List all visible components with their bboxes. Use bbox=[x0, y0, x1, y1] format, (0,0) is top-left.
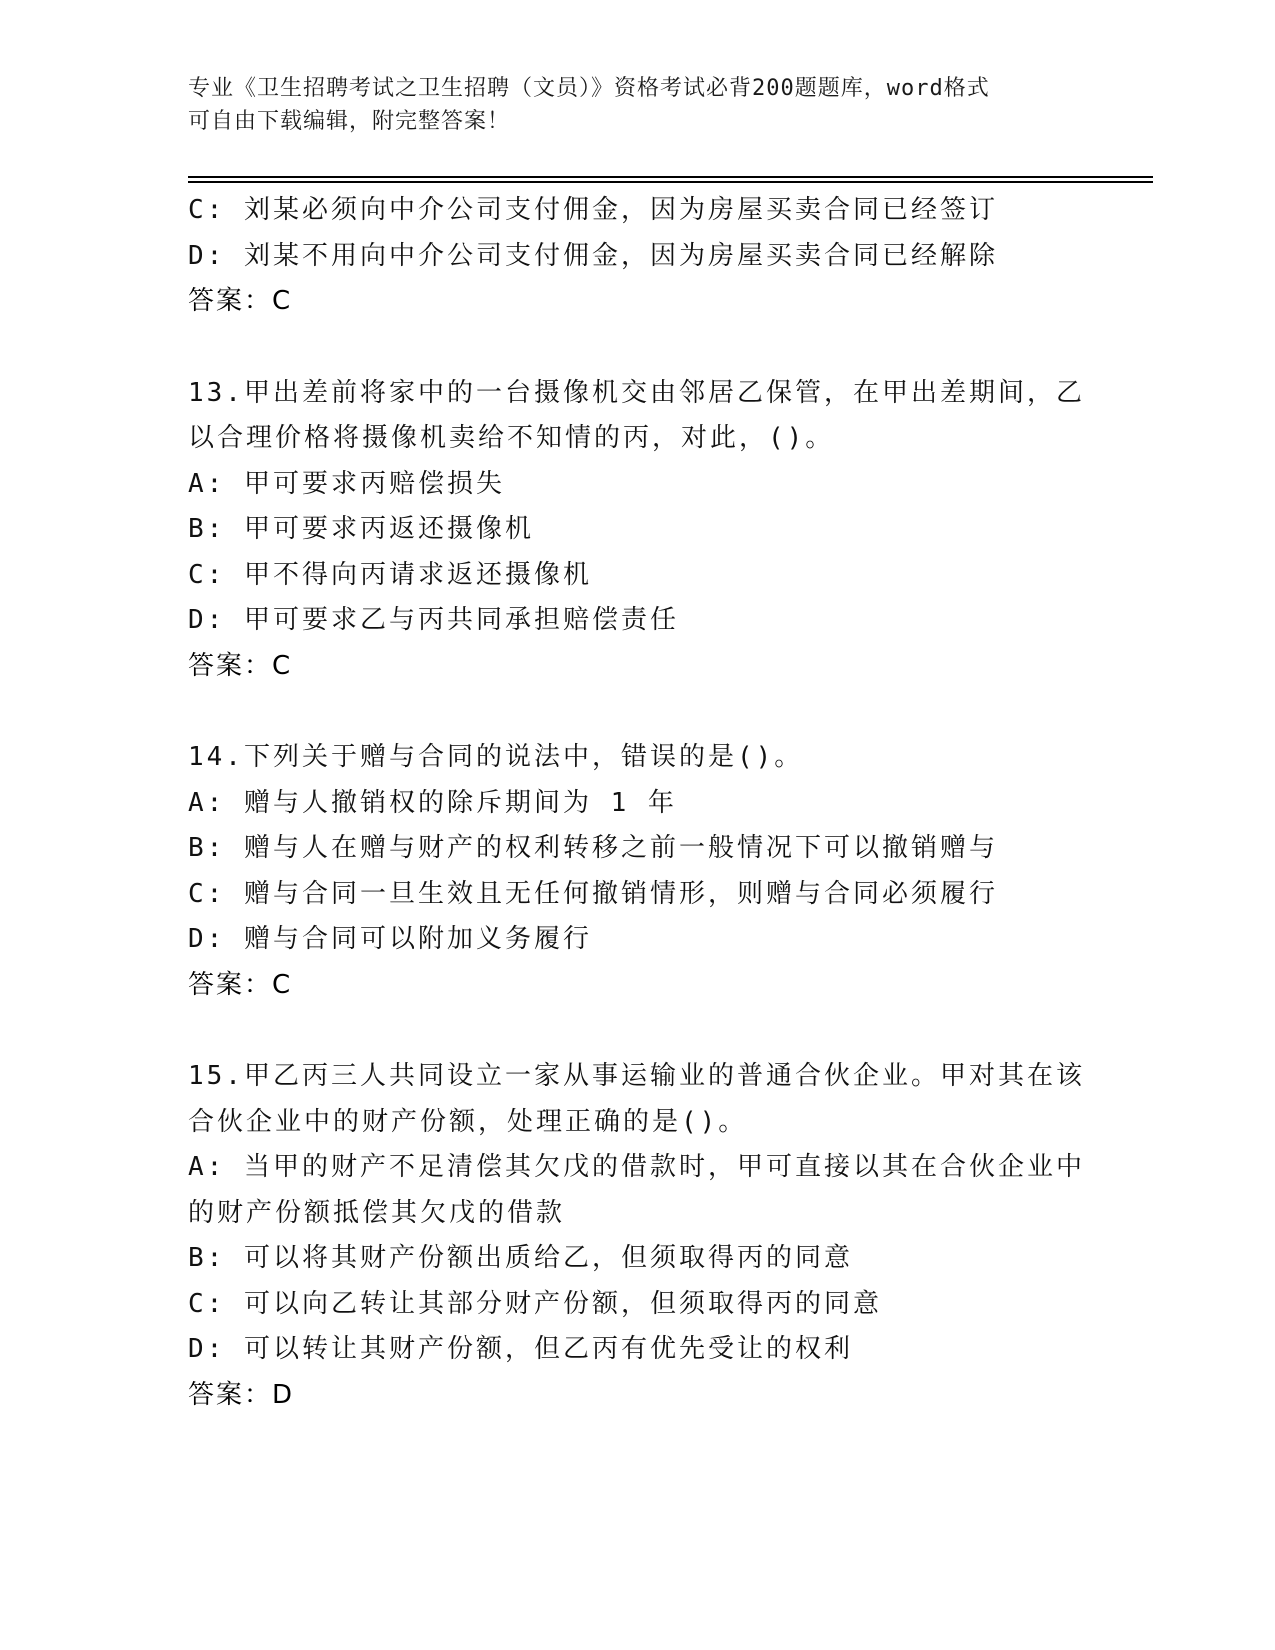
option-c: C: 赠与合同一旦生效且无任何撤销情形，则赠与合同必须履行 bbox=[188, 878, 998, 909]
question-stem: 15.甲乙丙三人共同设立一家从事运输业的普通合伙企业。甲对其在该 bbox=[188, 1061, 1085, 1091]
question-13 bbox=[188, 371, 1088, 690]
option-d: D: 赠与合同可以附加义务履行 bbox=[188, 924, 592, 954]
question-stem: 13.甲出差前将家中的一台摄像机交由邻居乙保管，在甲出差期间，乙 bbox=[188, 377, 1085, 408]
question-15 bbox=[188, 1054, 1088, 1418]
header-divider-bottom bbox=[188, 181, 1153, 183]
question-content bbox=[188, 188, 1088, 1418]
spacer bbox=[188, 1008, 1088, 1054]
prev-question-block bbox=[188, 188, 1088, 325]
answer-label: 答案：C bbox=[188, 286, 293, 316]
option-a: A: 赠与人撤销权的除斥期间为 1 年 bbox=[188, 787, 677, 818]
question-stem: 以合理价格将摄像机卖给不知情的丙，对此，()。 bbox=[188, 423, 835, 453]
option-b: B: 赠与人在赠与财产的权利转移之前一般情况下可以撤销赠与 bbox=[188, 833, 998, 863]
option-b: B: 甲可要求丙返还摄像机 bbox=[188, 514, 534, 544]
answer-label: 答案：C bbox=[188, 969, 293, 1000]
option-a: A: 甲可要求丙赔偿损失 bbox=[188, 468, 505, 499]
option-c: C: 可以向乙转让其部分财产份额，但须取得丙的同意 bbox=[188, 1288, 882, 1319]
option-c: C: 刘某必须向中介公司支付佣金，因为房屋买卖合同已经签订 bbox=[188, 195, 998, 225]
document-header bbox=[188, 72, 1068, 138]
answer-label: 答案：D bbox=[188, 1379, 295, 1410]
question-stem: 合伙企业中的财产份额，处理正确的是()。 bbox=[188, 1106, 748, 1137]
option-d: D: 可以转让其财产份额，但乙丙有优先受让的权利 bbox=[188, 1334, 853, 1364]
option-a-continued: 的财产份额抵偿其欠戊的借款 bbox=[188, 1197, 566, 1228]
header-divider-top bbox=[188, 176, 1153, 178]
spacer bbox=[188, 325, 1088, 371]
header-line-2: 可自由下载编辑，附完整答案！ bbox=[188, 109, 511, 134]
option-b: B: 可以将其财产份额出质给乙，但须取得丙的同意 bbox=[188, 1243, 853, 1273]
option-d: D: 刘某不用向中介公司支付佣金，因为房屋买卖合同已经解除 bbox=[188, 240, 998, 271]
option-a: A: 当甲的财产不足清偿其欠戊的借款时，甲可直接以其在合伙企业中 bbox=[188, 1152, 1085, 1182]
header-line-1: 专业《卫生招聘考试之卫生招聘（文员）》资格考试必背200题题库，word格式 bbox=[188, 76, 990, 101]
option-d: D: 甲可要求乙与丙共同承担赔偿责任 bbox=[188, 605, 679, 635]
spacer bbox=[188, 689, 1088, 735]
question-14 bbox=[188, 735, 1088, 1008]
question-stem: 14.下列关于赠与合同的说法中，错误的是()。 bbox=[188, 742, 804, 772]
answer-label: 答案：C bbox=[188, 650, 293, 681]
option-c: C: 甲不得向丙请求返还摄像机 bbox=[188, 559, 592, 590]
